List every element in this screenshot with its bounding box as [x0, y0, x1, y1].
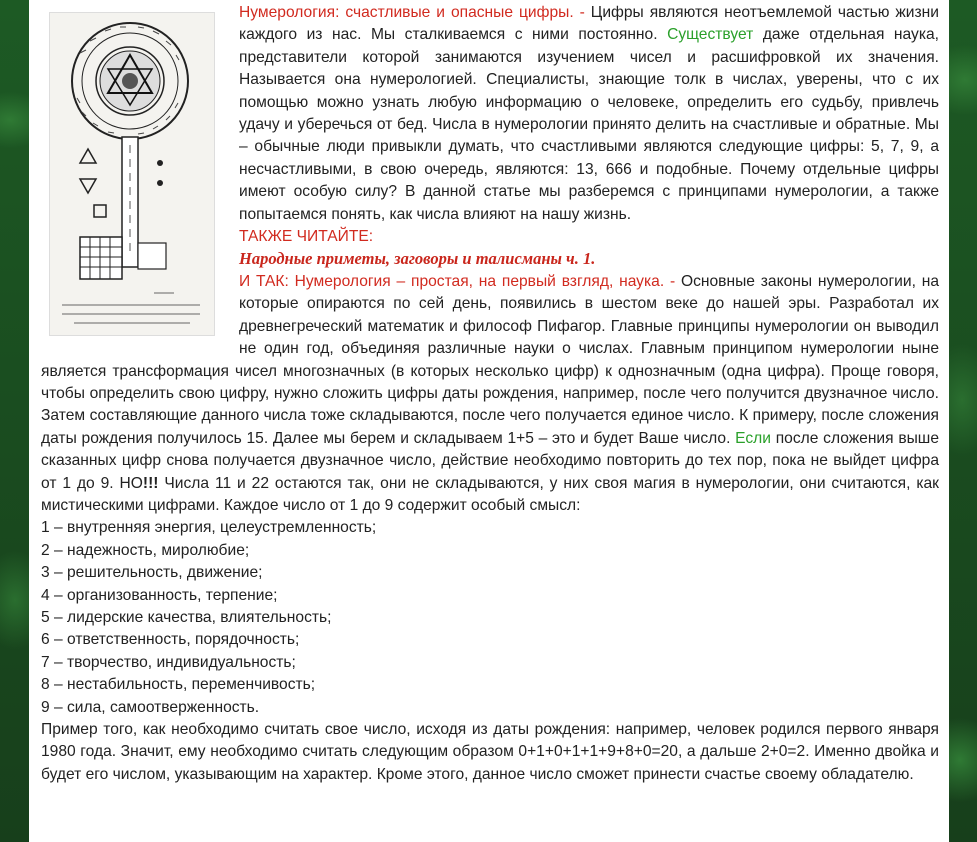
also-read-label: ТАКЖЕ ЧИТАЙТЕ:	[239, 228, 374, 246]
example-paragraph: Пример того, как необходимо считать свое число, исходя из даты рождения: например, человек родился первого января 1980 года. Значит, ему необходимо считать следующим образом 0+1+0+1+1+9+8+0=20, а дальше 2+0=2. Именно двойка и будет его числом, указывающим на характер. Кроме этого, данное число сможет принести счастье своему обладателю.	[41, 721, 939, 783]
list-item: 1 – внутренняя энергия, целеустремленность;	[41, 519, 377, 537]
second-exclaim: !!!	[142, 474, 159, 492]
second-highlight: Если	[735, 429, 771, 447]
second-text-1: Основные законы нумерологии, на которые опираются по сей день, появились в шестом веке до нашей эры. Разработал их древнегреческий математик и философ Пифагор. Главные принципы нумерологии он выводил не один год, объединяя различные науки о числах. Главным принципом нумерологии ныне является трансформация чисел многозначных (в которых несколько цифр) к однозначным (одна цифра). Проще говоря, чтобы определить свою цифру, нужно сложить цифры даты рождения, например, после чего получится двузначное число. Затем составляющие данного числа тоже складываются, после чего получается единое число. К примеру, после сложения даты рождения получилось 15. Далее мы берем и складываем 1+5 – это и будет Ваше число.	[41, 272, 939, 447]
list-item: 2 – надежность, миролюбие;	[41, 541, 250, 559]
second-text-2: после сложения выше сказанных цифр снова получается двузначное число, действие необходимо повторить до тех пор, пока не выйдет цифра от 1 до 9. НО	[41, 429, 939, 492]
intro-text-1: Цифры являются неотъемлемой частью жизни каждого из нас. Мы сталкиваемся с ними постоянно.	[239, 4, 939, 44]
key-engraving-icon	[49, 12, 215, 336]
list-item: 7 – творчество, индивидуальность;	[41, 653, 296, 671]
list-item: 8 – нестабильность, переменчивость;	[41, 676, 316, 694]
article-text	[41, 2, 939, 786]
number-meanings-list	[41, 517, 939, 719]
second-dash: -	[664, 272, 681, 290]
intro-heading: Нумерология: счастливые и опасные цифры.	[239, 4, 574, 21]
intro-highlight: Существует	[667, 26, 754, 44]
list-item: 6 – ответственность, порядочность;	[41, 631, 300, 649]
article-panel	[29, 0, 949, 842]
second-text-3: Числа 11 и 22 остаются так, они не складываются, у них своя магия в нумерологии, они считаются, как мистическими цифрами. Каждое число от 1 до 9 содержит особый смысл:	[41, 474, 939, 514]
list-item: 5 – лидерские качества, влиятельность;	[41, 608, 332, 626]
related-article-link[interactable]: Народные приметы, заговоры и талисманы ч. 1.	[239, 249, 596, 269]
list-item: 9 – сила, самоотверженность.	[41, 698, 260, 716]
key-engraving-svg	[50, 13, 214, 335]
intro-dash: -	[573, 4, 591, 21]
list-item: 4 – организованность, терпение;	[41, 586, 278, 604]
second-heading: И ТАК: Нумерология – простая, на первый взгляд, наука.	[239, 272, 665, 290]
intro-text-2: даже отдельная наука, представители которой занимаются изучением чисел и расшифровкой их значения. Называется она нумерологией. Специалисты, знающие толк в числах, уверены, что с их помощью можно узнать любую информацию о человеке, определить его судьбу, привлечь удачу и уберечься от бед. Числа в нумерологии принято делить на счастливые и обратные. Мы – обычные люди привыкли думать, что счастливыми являются следующие цифры: 5, 7, 9, а несчастливыми, в свою очередь, являются: 13, 666 и подобные. Почему отдельные цифры имеют особую силу? В данной статье мы разберемся с принципами нумерологии, а также попытаемся понять, как числа влияют на нашу жизнь.	[239, 26, 940, 223]
list-item: 3 – решительность, движение;	[41, 564, 263, 582]
